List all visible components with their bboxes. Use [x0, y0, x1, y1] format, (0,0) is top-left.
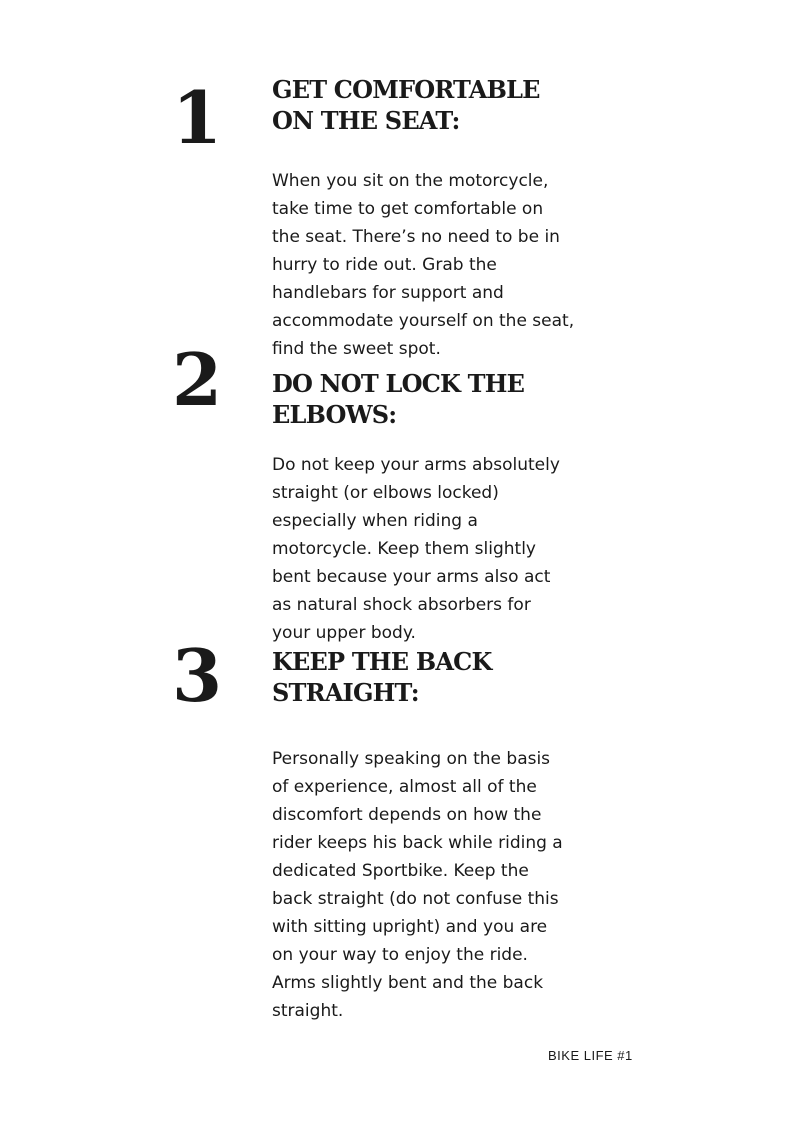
section-body-3: Personally speaking on the basis of experience, almost all of the discomfort depends on how the rider keeps his back while riding a dedicated Sportbike. Keep the back straight (do not confuse this with sitting upright) and you are on your way to enjoy the ride. Arms slightly bent and the back straight. — [272, 749, 563, 1021]
section-heading-2: DO NOT LOCK THE ELBOWS: — [272, 369, 525, 429]
footer-label: BIKE LIFE #1 — [548, 1048, 633, 1063]
section-heading-1: GET COMFORTABLE ON THE SEAT: — [272, 75, 540, 135]
section-body-2: Do not keep your arms absolutely straight (or elbows locked) especially when riding a motorcycle. Keep them slightly bent because your arms also act as natural shock absorbers for your upper body. — [272, 455, 560, 643]
section-number-1: 1 — [172, 75, 221, 160]
section-heading-3: KEEP THE BACK STRAIGHT: — [272, 647, 492, 707]
section-body-1: When you sit on the motorcycle, take time to get comfortable on the seat. There’s no need to be in hurry to ride out. Grab the handlebars for support and accommodate yourself on the seat, find the sweet spot. — [272, 171, 575, 359]
section-number-3: 3 — [172, 633, 221, 718]
section-number-2: 2 — [172, 337, 221, 422]
